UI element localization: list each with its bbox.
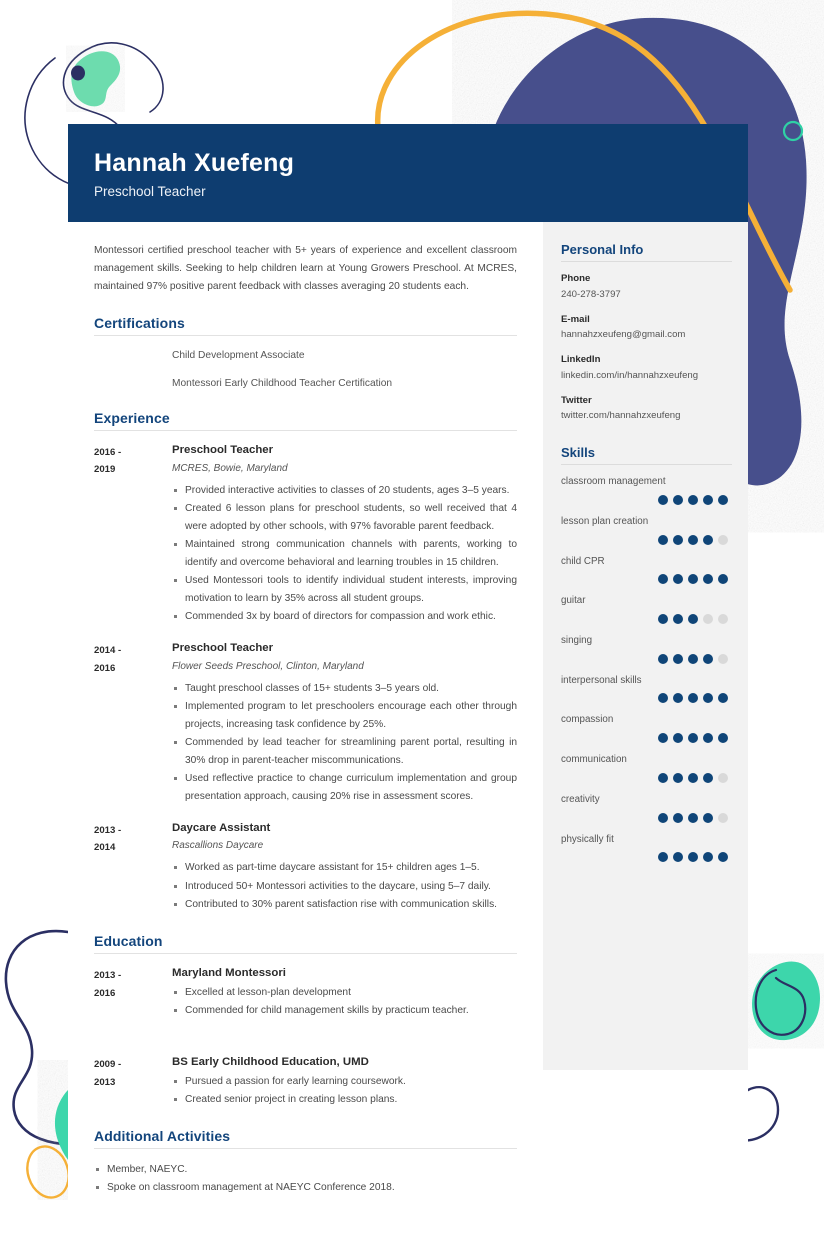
skill-rating bbox=[561, 535, 732, 545]
section-title-experience: Experience bbox=[94, 409, 170, 426]
entry-date-from: 2009 - bbox=[94, 1058, 122, 1070]
rating-dot-filled bbox=[688, 495, 698, 505]
bullet-item: Maintained strong communication channels with parents, working to identify and overcome behavioral and learning troubles in 15 children. bbox=[172, 536, 517, 571]
rating-dot-filled bbox=[688, 852, 698, 862]
resume-entry bbox=[94, 443, 517, 627]
bullet-item: Created senior project in creating lesson plans. bbox=[172, 1091, 517, 1109]
rating-dot-filled bbox=[703, 693, 713, 703]
skill-name: lesson plan creation bbox=[561, 515, 649, 527]
entry-organization: MCRES, Bowie, Maryland bbox=[172, 462, 288, 474]
rating-dot-filled bbox=[703, 733, 713, 743]
skill-item bbox=[561, 834, 732, 863]
skill-rating bbox=[561, 654, 732, 664]
bullet-item: Pursued a passion for early learning coursework. bbox=[172, 1073, 517, 1091]
skill-rating bbox=[561, 773, 732, 783]
rating-dot-filled bbox=[673, 813, 683, 823]
entry-date-from: 2016 - bbox=[94, 446, 122, 458]
sidebar-column bbox=[543, 222, 748, 1070]
skill-name: interpersonal skills bbox=[561, 674, 642, 686]
skill-name: creativity bbox=[561, 793, 600, 805]
contact-label: LinkedIn bbox=[561, 354, 601, 366]
entry-date-to: 2013 bbox=[94, 1076, 116, 1088]
rating-dot-filled bbox=[673, 693, 683, 703]
rating-dot-filled bbox=[673, 773, 683, 783]
rating-dot-empty bbox=[718, 535, 728, 545]
contact-label: Phone bbox=[561, 273, 591, 285]
section-divider bbox=[94, 1148, 517, 1149]
entry-date-to: 2019 bbox=[94, 464, 116, 476]
certification-item: Child Development Associate bbox=[172, 350, 305, 362]
rating-dot-empty bbox=[718, 654, 728, 664]
entry-body bbox=[172, 641, 517, 807]
rating-dot-filled bbox=[718, 574, 728, 584]
rating-dot-filled bbox=[703, 654, 713, 664]
entry-date-range bbox=[94, 443, 172, 627]
entry-body bbox=[172, 821, 517, 915]
skill-item bbox=[561, 675, 732, 704]
rating-dot-filled bbox=[658, 773, 668, 783]
bullet-item: Worked as part-time daycare assistant for 15+ children ages 1–5. bbox=[172, 859, 517, 877]
entry-organization: Rascallions Daycare bbox=[172, 840, 264, 852]
skill-rating bbox=[561, 614, 732, 624]
sidebar-divider bbox=[561, 261, 732, 262]
bullet-item: Commended for child management skills by practicum teacher. bbox=[172, 1002, 517, 1020]
rating-dot-filled bbox=[673, 574, 683, 584]
skill-item bbox=[561, 714, 732, 743]
skill-rating bbox=[561, 733, 732, 743]
experience-entries bbox=[94, 443, 517, 915]
section-additional-activities bbox=[94, 1128, 517, 1197]
entry-date-to: 2016 bbox=[94, 662, 116, 674]
entry-role: BS Early Childhood Education, UMD bbox=[172, 1055, 369, 1068]
rating-dot-filled bbox=[688, 773, 698, 783]
sidebar-title-personal-info: Personal Info bbox=[561, 242, 644, 258]
bullet-list bbox=[172, 984, 517, 1020]
resume-card bbox=[68, 124, 748, 1241]
rating-dot-empty bbox=[718, 614, 728, 624]
rating-dot-filled bbox=[703, 535, 713, 545]
section-divider bbox=[94, 335, 517, 336]
skill-name: child CPR bbox=[561, 555, 605, 567]
rating-dot-filled bbox=[688, 535, 698, 545]
rating-dot-empty bbox=[703, 614, 713, 624]
section-title-additional-activities: Additional Activities bbox=[94, 1127, 231, 1144]
skill-name: communication bbox=[561, 754, 627, 766]
section-education bbox=[94, 933, 517, 1110]
entry-role: Daycare Assistant bbox=[172, 821, 271, 834]
contact-label: E-mail bbox=[561, 313, 590, 325]
rating-dot-filled bbox=[703, 495, 713, 505]
skill-rating bbox=[561, 852, 732, 862]
entry-date-to: 2016 bbox=[94, 987, 116, 999]
entry-date-from: 2013 - bbox=[94, 824, 122, 836]
skill-item bbox=[561, 635, 732, 664]
entry-date-range bbox=[94, 821, 172, 915]
rating-dot-empty bbox=[718, 773, 728, 783]
skill-name: physically fit bbox=[561, 833, 614, 845]
contact-list bbox=[561, 273, 732, 423]
bullet-item: Introduced 50+ Montessori activities to the daycare, using 5–7 daily. bbox=[172, 878, 517, 896]
rating-dot-filled bbox=[688, 813, 698, 823]
skill-item bbox=[561, 794, 732, 823]
bullet-list bbox=[172, 482, 517, 626]
entry-role: Maryland Montessori bbox=[172, 967, 286, 979]
rating-dot-filled bbox=[703, 813, 713, 823]
bullet-item: Member, NAEYC. bbox=[94, 1161, 517, 1179]
entry-date-range bbox=[94, 641, 172, 807]
skill-rating bbox=[561, 574, 732, 584]
rating-dot-filled bbox=[658, 693, 668, 703]
rating-dot-filled bbox=[688, 574, 698, 584]
contact-value[interactable]: twitter.com/hannahzxeufeng bbox=[561, 410, 681, 422]
bullet-item: Excelled at lesson-plan development bbox=[172, 984, 517, 1002]
skill-item bbox=[561, 516, 732, 545]
skill-name: classroom management bbox=[561, 476, 666, 488]
rating-dot-filled bbox=[658, 852, 668, 862]
bullet-item: Taught preschool classes of 15+ students 3–5 years old. bbox=[172, 680, 517, 698]
rating-dot-filled bbox=[718, 495, 728, 505]
contact-value[interactable]: linkedin.com/in/hannahzxeufeng bbox=[561, 369, 699, 381]
section-divider bbox=[94, 430, 517, 431]
skill-item bbox=[561, 476, 732, 505]
certifications-list bbox=[94, 348, 517, 392]
sidebar-title-skills: Skills bbox=[561, 445, 595, 461]
entry-role: Preschool Teacher bbox=[172, 443, 274, 456]
rating-dot-filled bbox=[703, 852, 713, 862]
sidebar-divider bbox=[561, 464, 732, 465]
education-entries bbox=[94, 966, 517, 1110]
resume-entry bbox=[94, 1055, 517, 1110]
rating-dot-filled bbox=[688, 654, 698, 664]
resume-entry bbox=[94, 966, 517, 1021]
skill-item bbox=[561, 556, 732, 585]
bullet-item: Commended 3x by board of directors for compassion and work ethic. bbox=[172, 608, 517, 626]
candidate-name: Hannah Xuefeng bbox=[94, 149, 295, 177]
bullet-item: Created 6 lesson plans for preschool students, so well received that 4 were adopted by other schools, with 97% favorable parent feedback. bbox=[172, 500, 517, 535]
bullet-list bbox=[172, 1073, 517, 1109]
skill-rating bbox=[561, 693, 732, 703]
rating-dot-filled bbox=[673, 733, 683, 743]
skill-name: singing bbox=[561, 635, 593, 646]
bullet-item: Implemented program to let preschoolers encourage each other through projects, increasing task confidence by 25%. bbox=[172, 698, 517, 733]
rating-dot-filled bbox=[703, 773, 713, 783]
section-experience bbox=[94, 410, 517, 915]
entry-date-range bbox=[94, 966, 172, 1021]
section-title-certifications: Certifications bbox=[94, 315, 185, 332]
entry-body bbox=[172, 966, 517, 1021]
rating-dot-filled bbox=[688, 614, 698, 624]
entry-body bbox=[172, 1055, 517, 1110]
rating-dot-filled bbox=[688, 693, 698, 703]
resume-entry bbox=[94, 641, 517, 807]
activities-list bbox=[94, 1161, 517, 1197]
skill-rating bbox=[561, 495, 732, 505]
skill-rating bbox=[561, 813, 732, 823]
skill-item bbox=[561, 595, 732, 624]
section-certifications bbox=[94, 315, 517, 392]
entry-role: Preschool Teacher bbox=[172, 641, 274, 654]
rating-dot-filled bbox=[658, 813, 668, 823]
rating-dot-filled bbox=[688, 733, 698, 743]
resume-body bbox=[68, 222, 748, 1241]
rating-dot-filled bbox=[658, 733, 668, 743]
skill-name: compassion bbox=[561, 714, 614, 726]
bullet-list bbox=[172, 859, 517, 914]
bullet-item: Used reflective practice to change curriculum implementation and group presentation approach, causing 20% rise in assessment scores. bbox=[172, 770, 517, 805]
skill-name: guitar bbox=[561, 595, 586, 607]
rating-dot-filled bbox=[658, 574, 668, 584]
rating-dot-filled bbox=[718, 693, 728, 703]
rating-dot-filled bbox=[718, 733, 728, 743]
contact-label: Twitter bbox=[561, 394, 592, 406]
bullet-list bbox=[172, 680, 517, 806]
entry-organization: Flower Seeds Preschool, Clinton, Maryland bbox=[172, 660, 364, 672]
entry-date-to: 2014 bbox=[94, 842, 116, 854]
entry-date-range bbox=[94, 1055, 172, 1110]
bullet-item: Spoke on classroom management at NAEYC Conference 2018. bbox=[94, 1179, 517, 1197]
teal-blob-bottom-right bbox=[752, 961, 820, 1040]
rating-dot-filled bbox=[673, 852, 683, 862]
bullet-item: Provided interactive activities to classes of 20 students, ages 3–5 years. bbox=[172, 482, 517, 500]
resume-entry bbox=[94, 821, 517, 915]
contact-value[interactable]: 240-278-3797 bbox=[561, 288, 621, 300]
bullet-item: Used Montessori tools to identify individual student interests, improving motivation to learn by 35% across all student groups. bbox=[172, 572, 517, 607]
certification-item: Montessori Early Childhood Teacher Certification bbox=[172, 378, 393, 390]
rating-dot-filled bbox=[658, 614, 668, 624]
skills-list bbox=[561, 476, 732, 862]
rating-dot-filled bbox=[703, 574, 713, 584]
main-column bbox=[68, 222, 543, 1241]
bullet-item: Commended by lead teacher for streamlining parent portal, resulting in 30% drop in parent-teacher miscommunications. bbox=[172, 734, 517, 769]
rating-dot-filled bbox=[658, 495, 668, 505]
entry-date-from: 2013 - bbox=[94, 970, 122, 981]
section-divider bbox=[94, 953, 517, 954]
navy-dot-top-left bbox=[71, 66, 85, 81]
entry-date-from: 2014 - bbox=[94, 644, 122, 656]
candidate-job-title: Preschool Teacher bbox=[94, 184, 206, 200]
rating-dot-empty bbox=[718, 813, 728, 823]
summary-paragraph: Montessori certified preschool teacher with 5+ years of experience and excellent classroom management skills. Seeking to help children learn at Young Growers Preschool. At MCRES, maintained 97% positive parent feedback with classes averaging 20 students each. bbox=[94, 245, 517, 292]
skills-block bbox=[561, 445, 732, 862]
contact-value[interactable]: hannahzxeufeng@gmail.com bbox=[561, 329, 686, 341]
skill-item bbox=[561, 754, 732, 783]
rating-dot-filled bbox=[718, 852, 728, 862]
rating-dot-filled bbox=[673, 495, 683, 505]
rating-dot-filled bbox=[658, 535, 668, 545]
rating-dot-filled bbox=[673, 614, 683, 624]
section-title-education: Education bbox=[94, 933, 163, 949]
bullet-item: Contributed to 30% parent satisfaction rise with communication skills. bbox=[172, 896, 517, 914]
rating-dot-filled bbox=[673, 654, 683, 664]
entry-body bbox=[172, 443, 517, 627]
resume-header bbox=[68, 124, 748, 222]
rating-dot-filled bbox=[673, 535, 683, 545]
rating-dot-filled bbox=[658, 654, 668, 664]
